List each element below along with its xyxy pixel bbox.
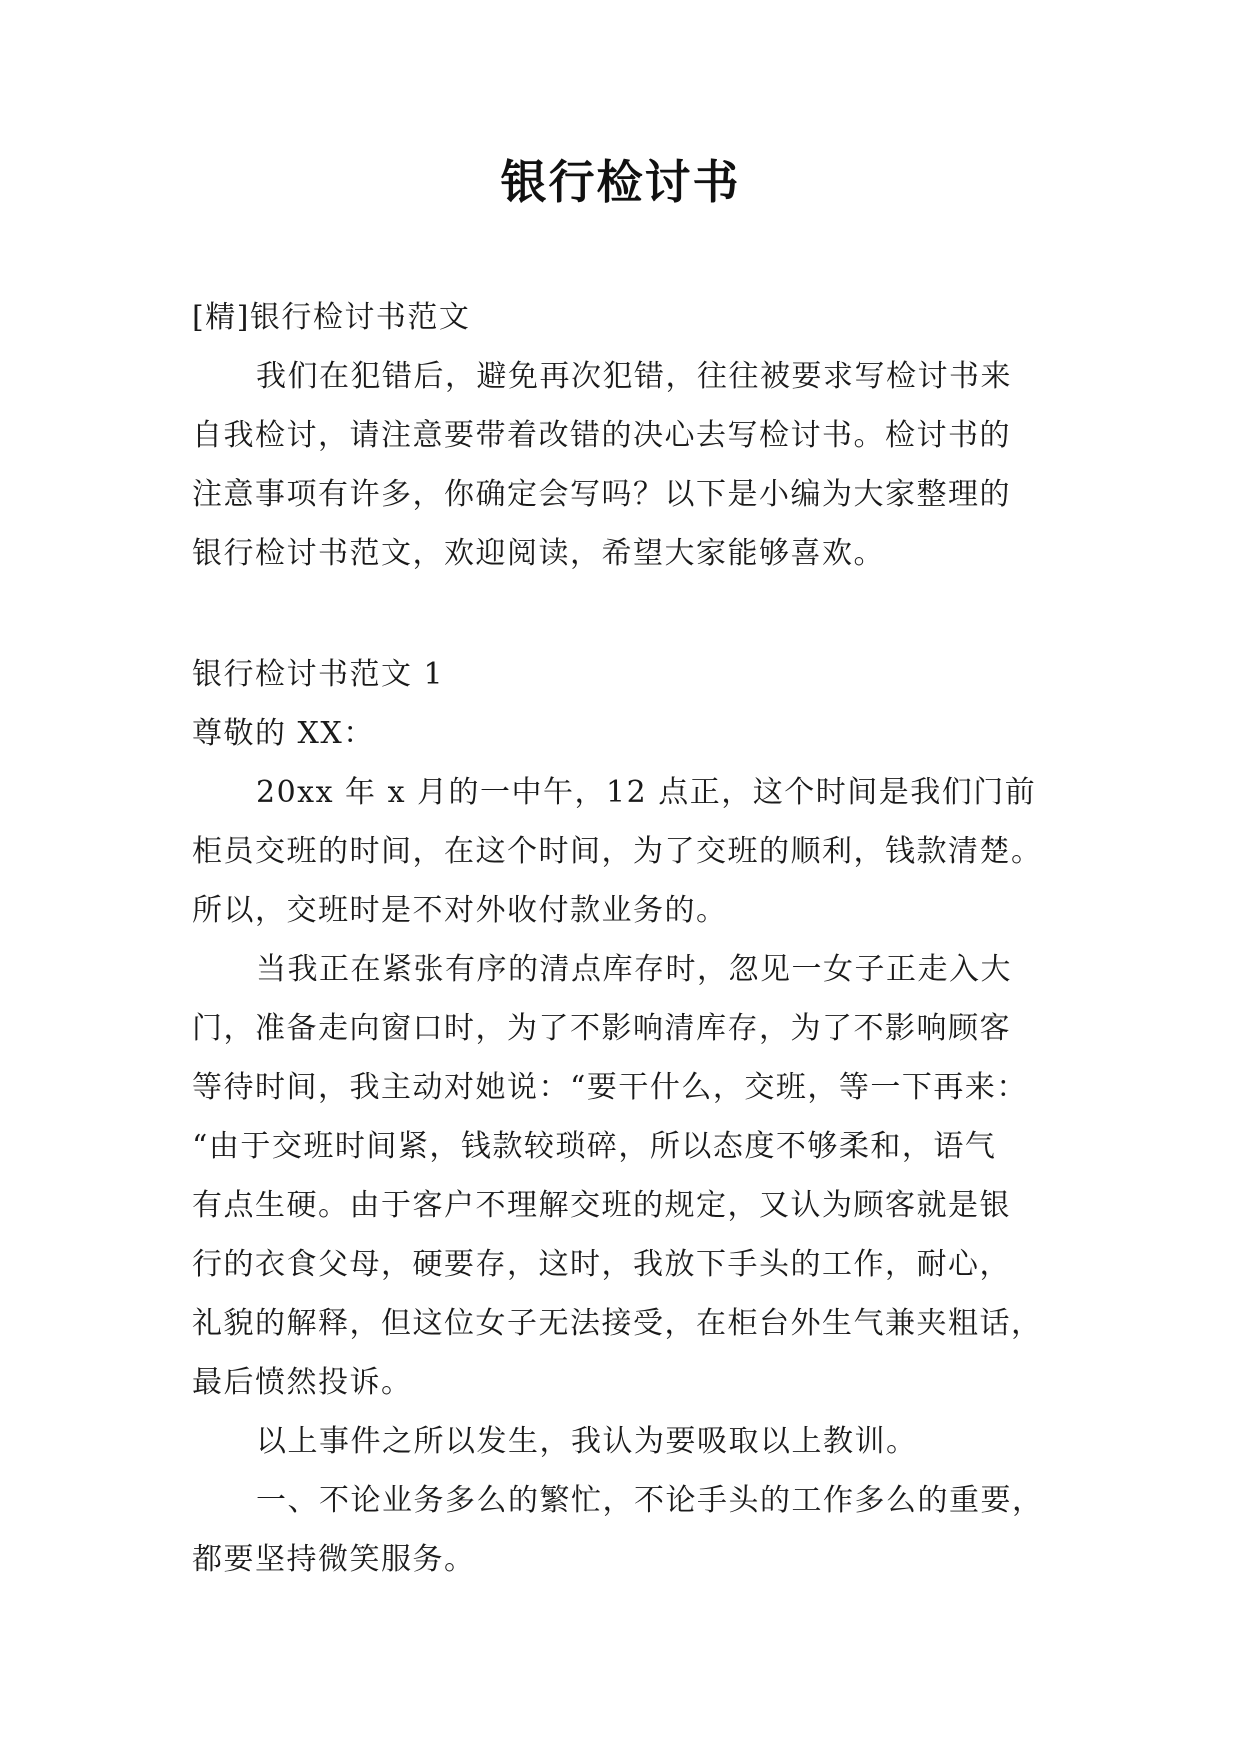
text-line: “由于交班时间紧，钱款较琐碎，所以态度不够柔和，语气 xyxy=(192,1129,997,1164)
document-subtitle: [精]银行检讨书范文 xyxy=(192,300,471,335)
text-line: 一、不论业务多么的繁忙，不论手头的工作多么的重要， xyxy=(256,1483,1044,1518)
text-line: 银行检讨书范文，欢迎阅读，希望大家能够喜欢。 xyxy=(192,536,885,571)
text-line: 当我正在紧张有序的清点库存时，忽见一女子正走入大 xyxy=(256,952,1012,987)
text-line: 门，准备走向窗口时，为了不影响清库存，为了不影响顾客 xyxy=(192,1011,1011,1046)
text-line: 所以，交班时是不对外收付款业务的。 xyxy=(192,893,728,928)
text-line: 注意事项有许多，你确定会写吗？以下是小编为大家整理的 xyxy=(192,477,1011,512)
text-line: 我们在犯错后，避免再次犯错，往往被要求写检讨书来 xyxy=(256,359,1012,394)
document-title: 银行检讨书 xyxy=(500,155,741,209)
text-line: 20xx 年 x 月的一中午，12 点正，这个时间是我们门前 xyxy=(256,775,1037,810)
paragraph-spacer xyxy=(192,583,1052,645)
paragraph-3 xyxy=(192,1412,1052,1471)
document-body xyxy=(192,288,1052,1589)
text-line: 都要坚持微笑服务。 xyxy=(192,1542,476,1577)
text-line: 柜员交班的时间，在这个时间，为了交班的顺利，钱款清楚。 xyxy=(192,834,1043,869)
text-line: 以上事件之所以发生，我认为要吸取以上教训。 xyxy=(256,1424,918,1459)
text-line: 礼貌的解释，但这位女子无法接受，在柜台外生气兼夹粗话， xyxy=(192,1306,1043,1341)
text-line: 有点生硬。由于客户不理解交班的规定，又认为顾客就是银 xyxy=(192,1188,1011,1223)
text-line: 等待时间，我主动对她说：“要干什么，交班，等一下再来： xyxy=(192,1070,1028,1105)
paragraph-1 xyxy=(192,763,1052,940)
text-line: 行的衣食父母，硬要存，这时，我放下手头的工作，耐心， xyxy=(192,1247,1011,1282)
text-line: 自我检讨，请注意要带着改错的决心去写检讨书。检讨书的 xyxy=(192,418,1011,453)
text-line: 最后愤然投诉。 xyxy=(192,1365,413,1400)
section-heading: 银行检讨书范文 1 xyxy=(192,657,445,692)
paragraph-4 xyxy=(192,1471,1052,1589)
paragraph-2 xyxy=(192,940,1052,1412)
intro-paragraph xyxy=(192,347,1052,583)
salutation: 尊敬的 XX： xyxy=(192,716,375,751)
